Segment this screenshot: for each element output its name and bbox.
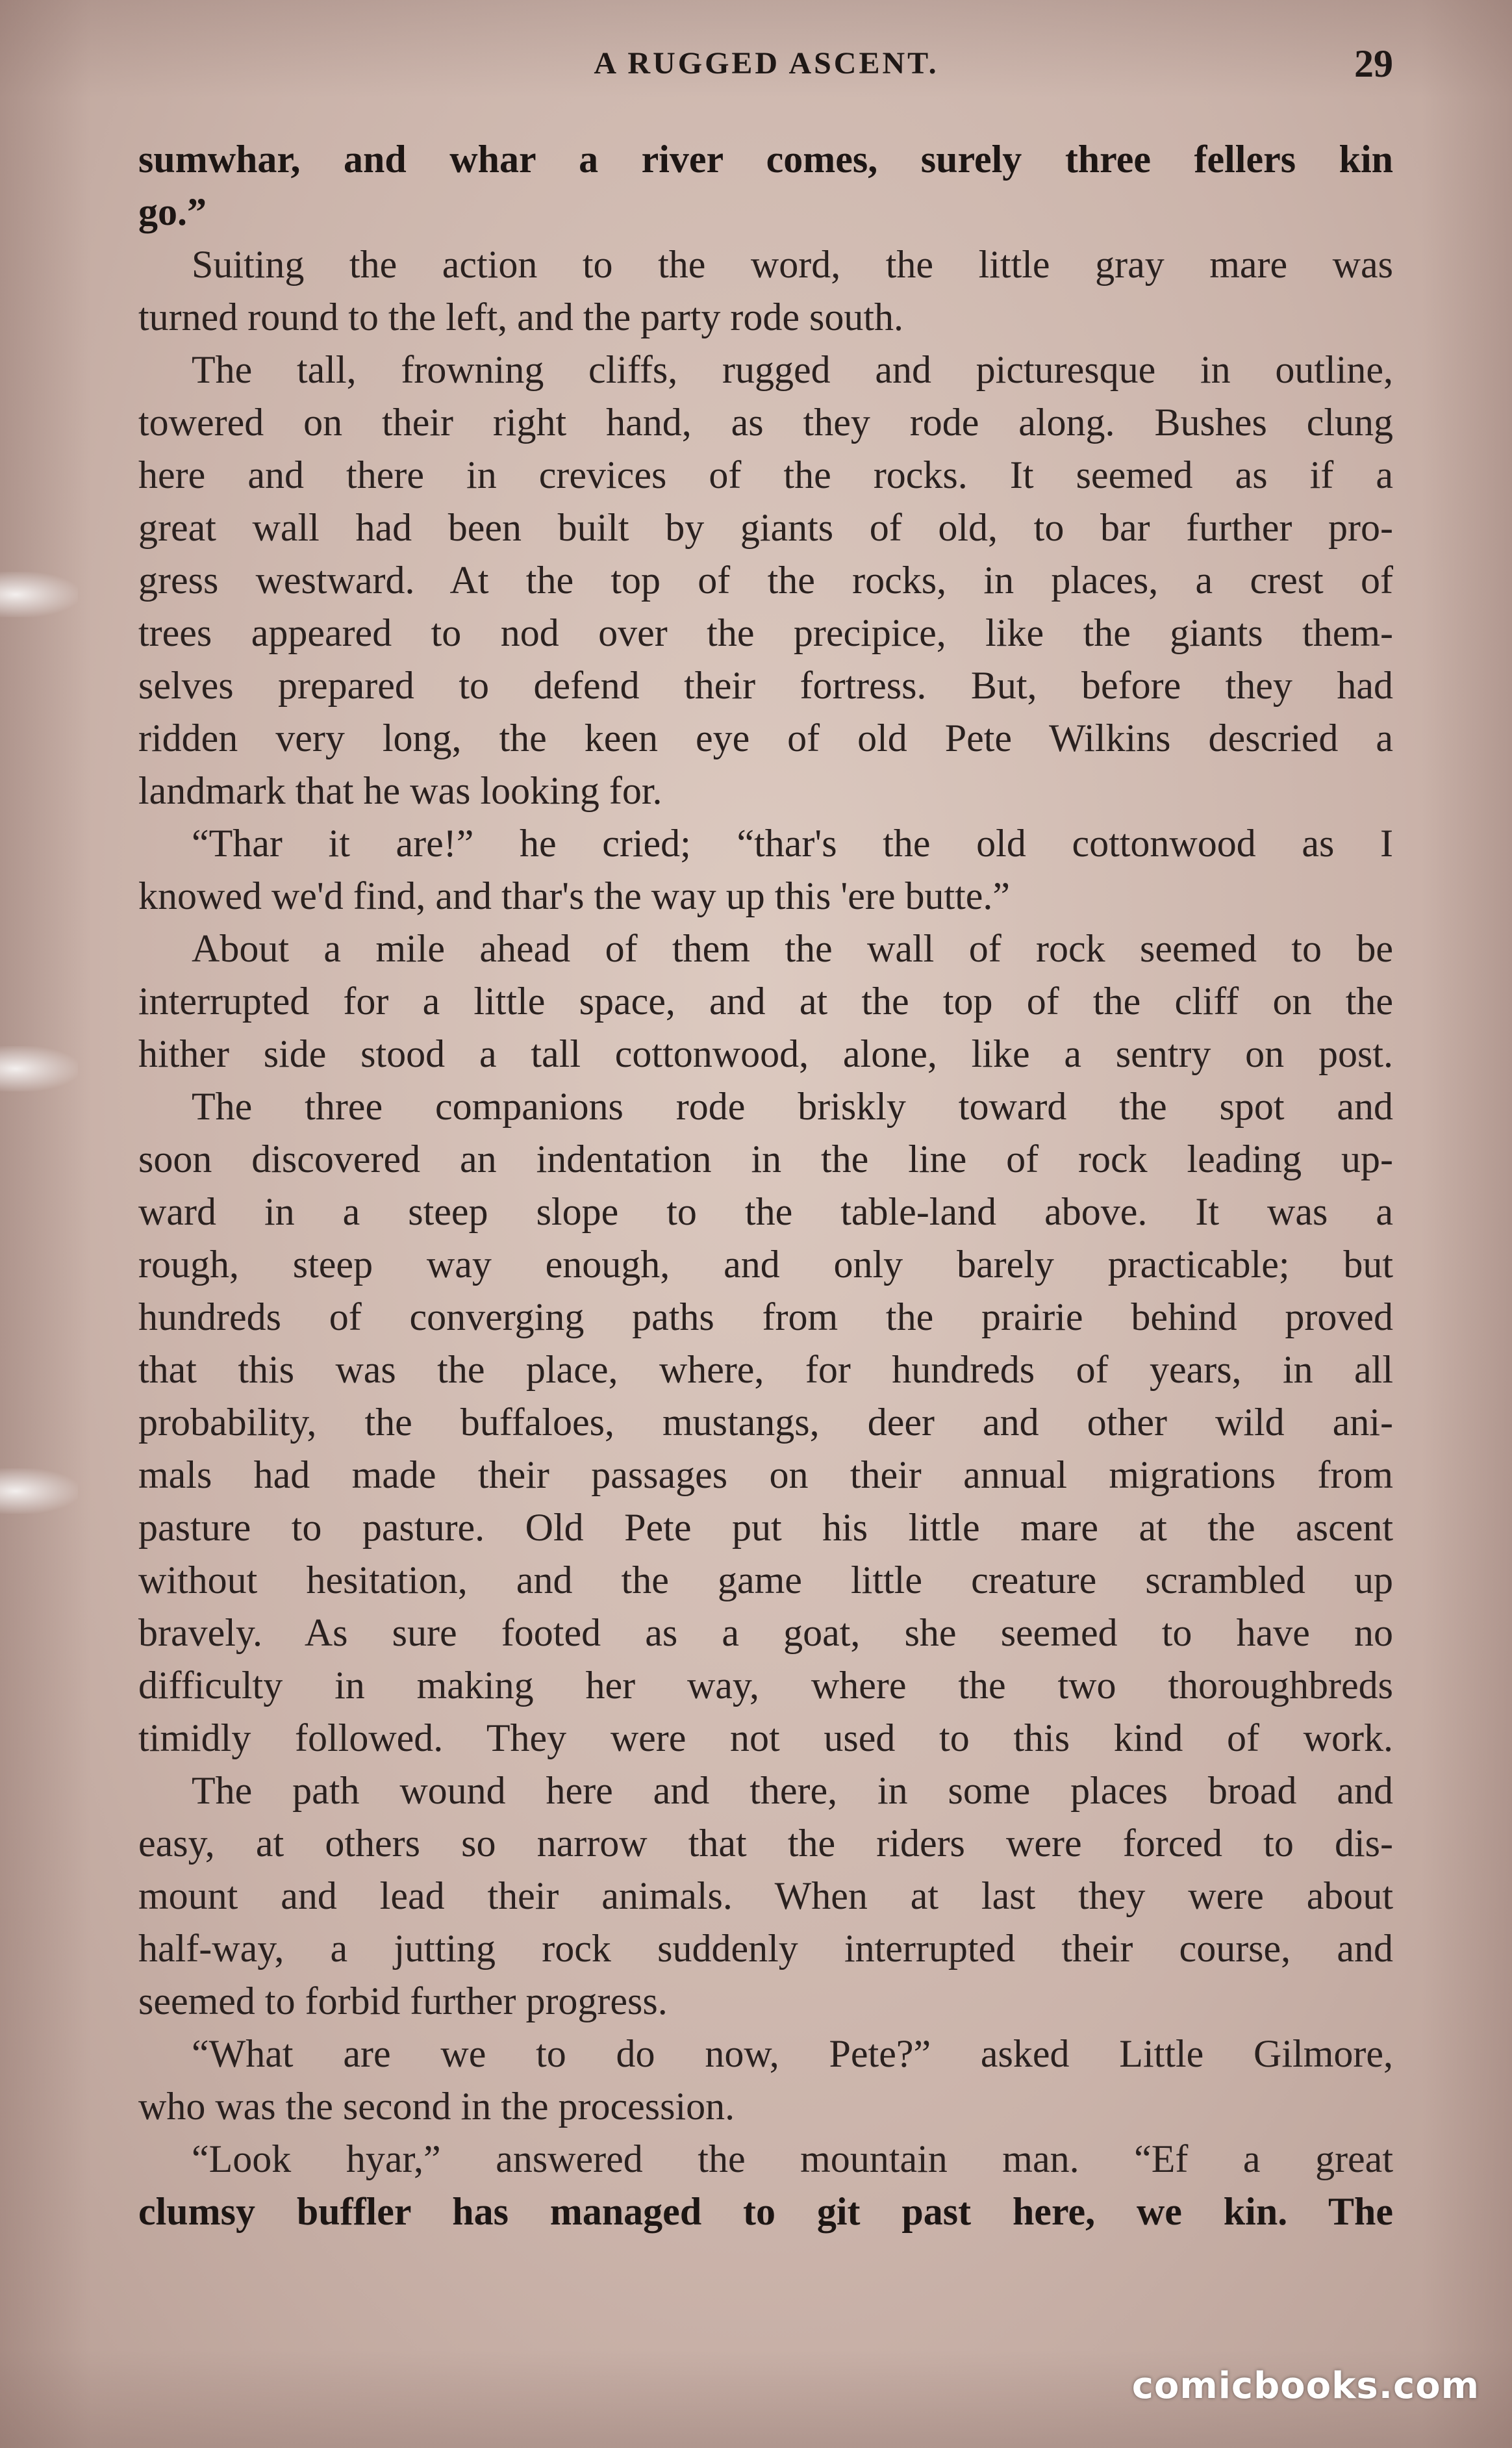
text-line: go.”	[138, 190, 207, 233]
binding-hole	[0, 1468, 78, 1514]
text-line: landmark that he was looking for.	[138, 769, 662, 812]
text-line: selves prepared to defend their fortress. But, before they had	[138, 664, 1393, 707]
text-line: great wall had been built by giants of old, to bar further pro-	[138, 506, 1393, 549]
page-number: 29	[1354, 42, 1393, 85]
text-line: easy, at others so narrow that the riders were forced to dis-	[138, 1822, 1393, 1865]
text-line: ridden very long, the keen eye of old Pete Wilkins descried a	[138, 717, 1393, 759]
body-text	[138, 133, 1393, 2233]
text-line: towered on their right hand, as they rode along. Bushes clung	[138, 401, 1393, 444]
text-line: ward in a steep slope to the table-land above. It was a	[138, 1190, 1393, 1233]
text-line: seemed to forbid further progress.	[138, 1980, 668, 2022]
text-line: knowed we'd find, and thar's the way up this 'ere butte.”	[138, 874, 1011, 917]
page-header	[140, 38, 1393, 90]
text-line: About a mile ahead of them the wall of rock seemed to be	[192, 927, 1393, 970]
text-line: that this was the place, where, for hundreds of years, in all	[138, 1348, 1393, 1391]
text-line: who was the second in the procession.	[138, 2085, 735, 2128]
text-line: difficulty in making her way, where the two thoroughbreds	[138, 1664, 1393, 1707]
binding-hole	[0, 1046, 78, 1091]
text-line: hundreds of converging paths from the prairie behind proved	[138, 1295, 1393, 1338]
text-line: hither side stood a tall cottonwood, alone, like a sentry on post.	[138, 1032, 1393, 1075]
site-watermark: comicbooks.com	[1131, 2365, 1480, 2407]
text-line: Suiting the action to the word, the little gray mare was	[192, 243, 1393, 286]
text-line: interrupted for a little space, and at the top of the cliff on the	[138, 980, 1393, 1023]
text-line: timidly followed. They were not used to this kind of work.	[138, 1716, 1393, 1759]
text-line: gress westward. At the top of the rocks, in places, a crest of	[138, 559, 1393, 602]
text-line: “Thar it are!” he cried; “thar's the old cottonwood as I	[192, 822, 1393, 865]
text-line: pasture to pasture. Old Pete put his little mare at the ascent	[138, 1506, 1393, 1549]
text-line: clumsy buffler has managed to git past here, we kin. The	[138, 2190, 1393, 2233]
text-line: probability, the buffaloes, mustangs, deer and other wild ani-	[138, 1401, 1393, 1444]
text-line: bravely. As sure footed as a goat, she seemed to have no	[138, 1611, 1393, 1654]
text-line: “What are we to do now, Pete?” asked Little Gilmore,	[192, 2032, 1393, 2075]
text-line: The three companions rode briskly toward the spot and	[192, 1085, 1393, 1128]
text-line: without hesitation, and the game little creature scrambled up	[138, 1559, 1393, 1601]
text-line: sumwhar, and whar a river comes, surely three fellers kin	[138, 138, 1393, 181]
text-line: mals had made their passages on their annual migrations from	[138, 1453, 1393, 1496]
text-line: turned round to the left, and the party rode south.	[138, 296, 904, 338]
text-line: trees appeared to nod over the precipice, like the giants them-	[138, 611, 1393, 654]
running-head: A RUGGED ASCENT.	[594, 46, 939, 81]
text-line: mount and lead their animals. When at last they were about	[138, 1874, 1393, 1917]
text-line: here and there in crevices of the rocks. It seemed as if a	[138, 453, 1393, 496]
text-line: soon discovered an indentation in the line of rock leading up-	[138, 1138, 1393, 1180]
binding-hole	[0, 572, 78, 617]
text-line: “Look hyar,” answered the mountain man. “Ef a great	[192, 2137, 1393, 2180]
text-line: The path wound here and there, in some places broad and	[192, 1769, 1393, 1812]
text-line: half-way, a jutting rock suddenly interrupted their course, and	[138, 1927, 1393, 1970]
text-line: rough, steep way enough, and only barely practicable; but	[138, 1243, 1393, 1286]
text-line: The tall, frowning cliffs, rugged and picturesque in outline,	[192, 348, 1393, 391]
